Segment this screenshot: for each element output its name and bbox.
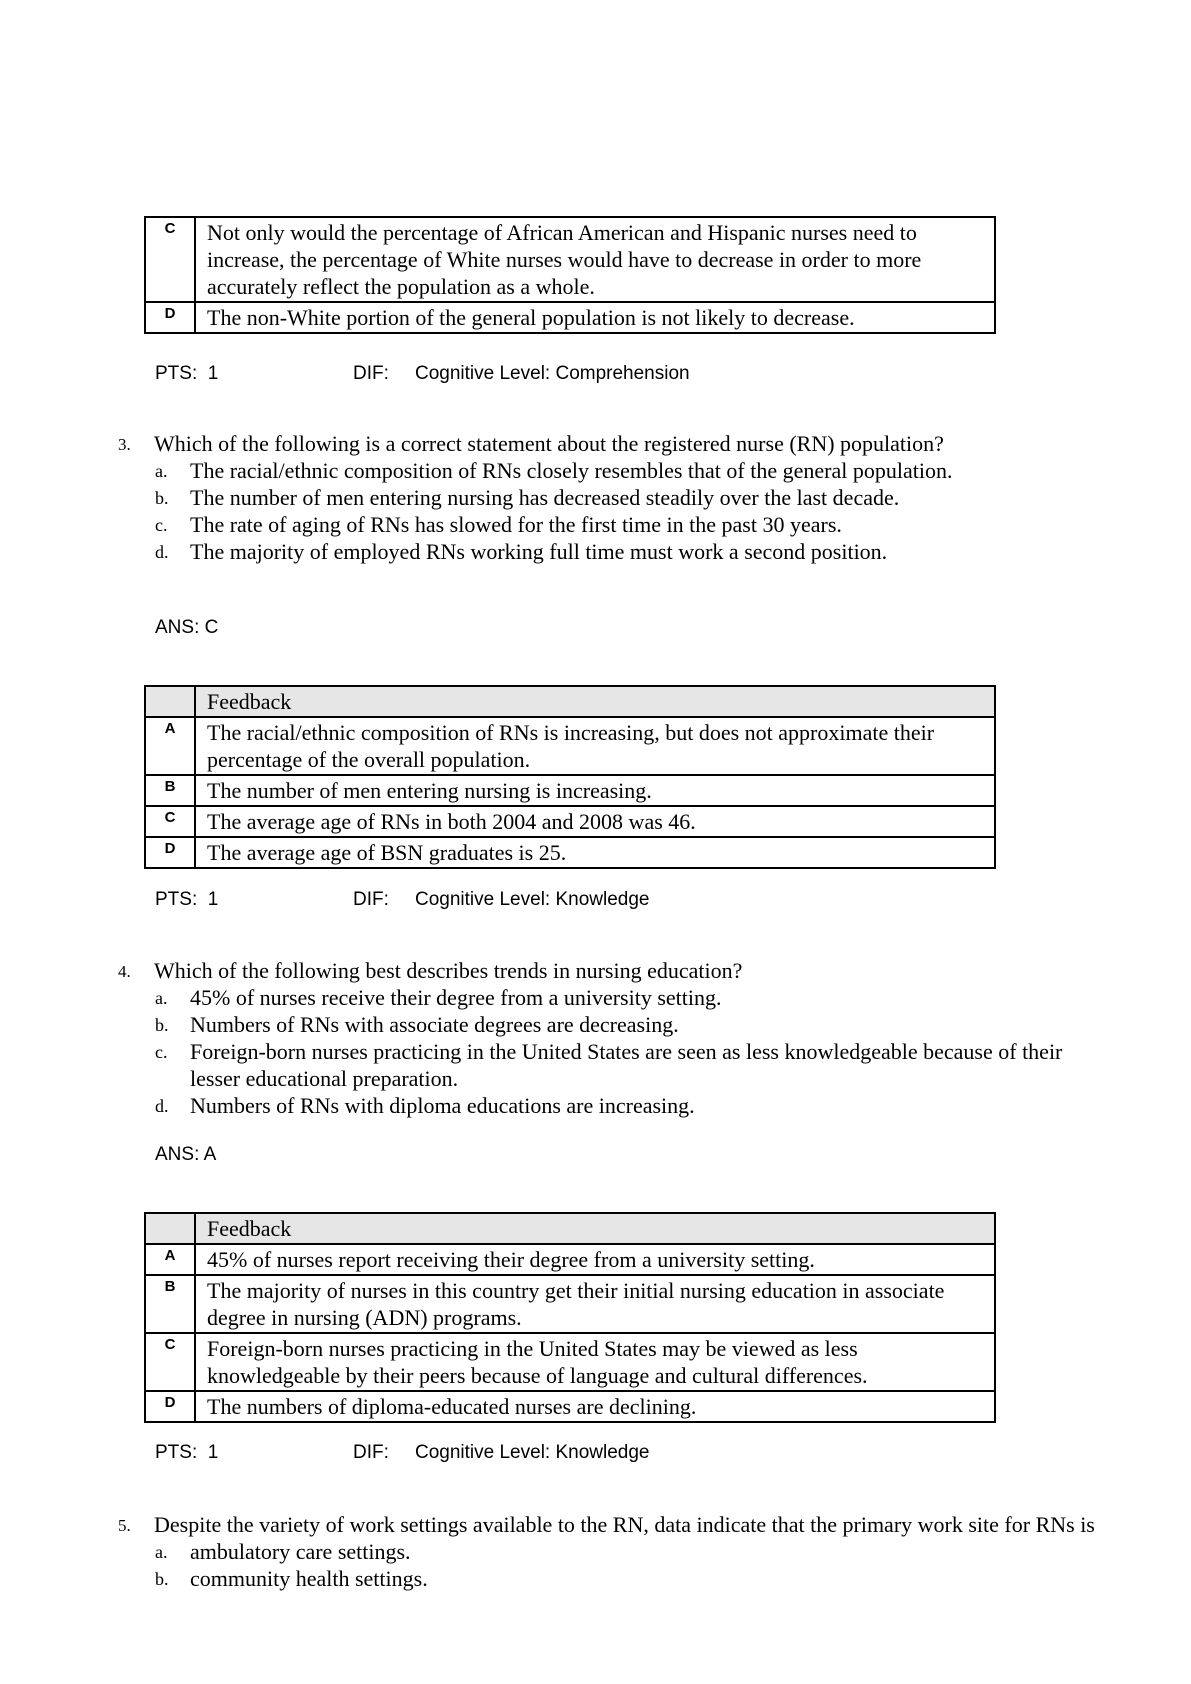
- dif-label: DIF:: [353, 889, 389, 910]
- option-letter: d.: [155, 1096, 169, 1116]
- feedback-text: The number of men entering nursing is increasing.: [195, 775, 995, 806]
- feedback-letter: B: [145, 775, 195, 806]
- pts-value: 1: [207, 1442, 219, 1463]
- feedback-row: [145, 217, 995, 302]
- feedback-letter-header: [145, 1213, 195, 1244]
- feedback-text: The non-White portion of the general population is not likely to decrease.: [195, 302, 995, 333]
- option-text: 45% of nurses receive their degree from a university setting.: [190, 985, 722, 1010]
- feedback-header: Feedback: [195, 1213, 995, 1244]
- feedback-letter: C: [145, 806, 195, 837]
- option-b: [118, 1565, 1128, 1592]
- feedback-letter: D: [145, 837, 195, 868]
- question-text: Despite the variety of work settings available to the RN, data indicate that the primary work site for RNs is: [154, 1512, 1095, 1537]
- feedback-letter: D: [145, 1391, 195, 1422]
- option-letter: a.: [155, 1542, 168, 1562]
- q2-meta: [155, 363, 690, 385]
- option-a: [118, 1538, 1128, 1565]
- q3-meta: [155, 889, 650, 911]
- pts-label: PTS:: [155, 1442, 198, 1463]
- question-stem: [118, 957, 1128, 984]
- feedback-row: [145, 1333, 995, 1391]
- feedback-letter: A: [145, 1244, 195, 1275]
- option-d: [118, 1092, 1128, 1119]
- option-letter: c.: [155, 1042, 168, 1062]
- q3-answer: ANS: C: [155, 617, 219, 638]
- feedback-text: 45% of nurses report receiving their degree from a university setting.: [195, 1244, 995, 1275]
- question-text: Which of the following best describes trends in nursing education?: [154, 958, 743, 983]
- feedback-text: The average age of RNs in both 2004 and 2008 was 46.: [195, 806, 995, 837]
- feedback-letter: C: [145, 217, 195, 302]
- option-a: [118, 984, 1128, 1011]
- feedback-text: The numbers of diploma-educated nurses are declining.: [195, 1391, 995, 1422]
- feedback-row: [145, 775, 995, 806]
- dif-label: DIF:: [353, 1442, 389, 1463]
- feedback-text: Not only would the percentage of African American and Hispanic nurses need to increase, the percentage of White nurses would have to decrease in order to more accurately reflect the population as a whole.: [195, 217, 995, 302]
- question-stem: [118, 430, 1128, 457]
- feedback-header-row: [145, 686, 995, 717]
- option-text: Numbers of RNs with diploma educations are increasing.: [190, 1093, 695, 1118]
- option-letter: a.: [155, 988, 168, 1008]
- question-text: Which of the following is a correct statement about the registered nurse (RN) population?: [154, 431, 944, 456]
- feedback-row: [145, 806, 995, 837]
- pts-label: PTS:: [155, 363, 198, 384]
- feedback-text: The racial/ethnic composition of RNs is increasing, but does not approximate their percentage of the overall population.: [195, 717, 995, 775]
- option-text: The majority of employed RNs working full time must work a second position.: [190, 539, 888, 564]
- dif-value: Cognitive Level: Knowledge: [415, 1442, 650, 1463]
- feedback-text: Foreign-born nurses practicing in the United States may be viewed as less knowledgeable by their peers because of language and cultural differences.: [195, 1333, 995, 1391]
- feedback-row: [145, 717, 995, 775]
- feedback-row: [145, 837, 995, 868]
- feedback-row: [145, 1244, 995, 1275]
- q4-feedback-table: [144, 1212, 996, 1423]
- feedback-letter: D: [145, 302, 195, 333]
- question-number: 4.: [118, 962, 131, 981]
- option-letter: c.: [155, 515, 168, 535]
- option-b: [118, 1011, 1128, 1038]
- dif-label: DIF:: [353, 363, 389, 384]
- pts-label: PTS:: [155, 889, 198, 910]
- q4-meta: [155, 1442, 650, 1464]
- q2-feedback-table: [144, 216, 996, 334]
- option-c: [118, 1038, 1105, 1092]
- option-text: Numbers of RNs with associate degrees are decreasing.: [190, 1012, 679, 1037]
- option-text: The racial/ethnic composition of RNs closely resembles that of the general population.: [190, 458, 953, 483]
- pts-value: 1: [207, 889, 219, 910]
- feedback-row: [145, 1275, 995, 1333]
- feedback-header: Feedback: [195, 686, 995, 717]
- feedback-letter: B: [145, 1275, 195, 1333]
- pts-value: 1: [207, 363, 219, 384]
- question-number: 3.: [118, 435, 131, 454]
- question-3: [118, 430, 1128, 565]
- feedback-text: The majority of nurses in this country get their initial nursing education in associate degree in nursing (ADN) programs.: [195, 1275, 995, 1333]
- option-text: community health settings.: [190, 1566, 428, 1591]
- q3-feedback-table: [144, 685, 996, 869]
- option-text: The number of men entering nursing has decreased steadily over the last decade.: [190, 485, 900, 510]
- option-a: [118, 457, 1030, 484]
- option-letter: d.: [155, 542, 169, 562]
- feedback-header-row: [145, 1213, 995, 1244]
- feedback-letter: C: [145, 1333, 195, 1391]
- option-text: ambulatory care settings.: [190, 1539, 411, 1564]
- feedback-letter-header: [145, 686, 195, 717]
- option-text: Foreign-born nurses practicing in the United States are seen as less knowledgeable because of their lesser educational preparation.: [190, 1039, 1063, 1091]
- option-c: [118, 511, 1128, 538]
- feedback-letter: A: [145, 717, 195, 775]
- option-b: [118, 484, 1128, 511]
- question-4: [118, 957, 1128, 1119]
- dif-value: Cognitive Level: Knowledge: [415, 889, 650, 910]
- q4-answer: ANS: A: [155, 1144, 217, 1165]
- feedback-row: [145, 302, 995, 333]
- option-text: The rate of aging of RNs has slowed for the first time in the past 30 years.: [190, 512, 842, 537]
- question-5: [118, 1511, 1128, 1592]
- option-letter: a.: [155, 461, 168, 481]
- feedback-row: [145, 1391, 995, 1422]
- dif-value: Cognitive Level: Comprehension: [415, 363, 690, 384]
- question-stem: [118, 1511, 1128, 1538]
- question-number: 5.: [118, 1516, 131, 1535]
- option-letter: b.: [155, 1569, 169, 1589]
- option-letter: b.: [155, 488, 169, 508]
- feedback-text: The average age of BSN graduates is 25.: [195, 837, 995, 868]
- option-d: [118, 538, 1128, 565]
- option-letter: b.: [155, 1015, 169, 1035]
